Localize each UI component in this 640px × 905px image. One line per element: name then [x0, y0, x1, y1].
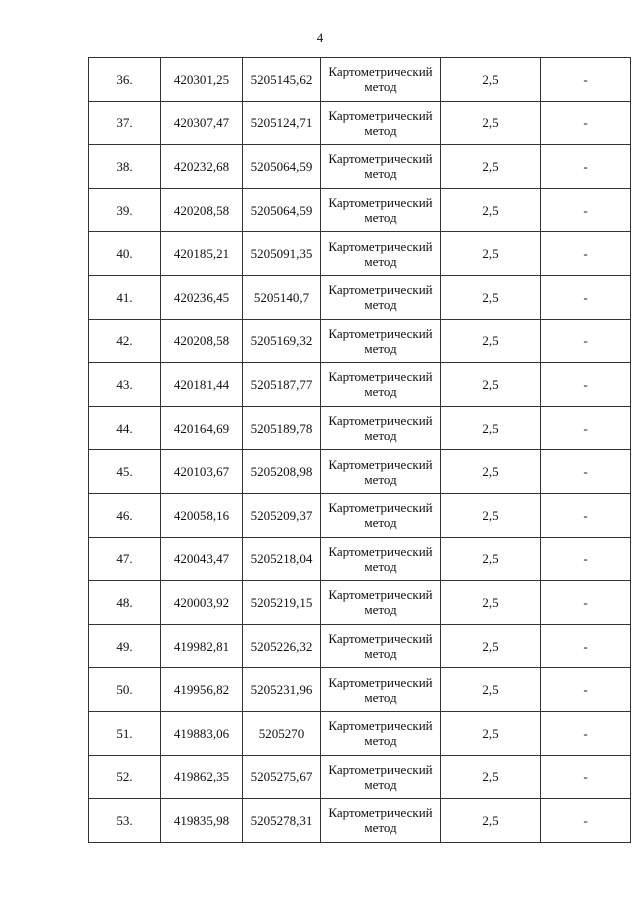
table-row [89, 755, 631, 799]
x-coordinate-cell: 420307,47 [161, 101, 243, 145]
method-cell: Картометрический метод [321, 799, 441, 843]
x-coordinate-cell: 420208,58 [161, 319, 243, 363]
method-cell: Картометрический метод [321, 232, 441, 276]
table-row [89, 711, 631, 755]
accuracy-cell: 2,5 [441, 668, 541, 712]
accuracy-cell: 2,5 [441, 58, 541, 102]
table-row [89, 450, 631, 494]
y-coordinate-cell: 5205219,15 [243, 581, 321, 625]
table-row [89, 581, 631, 625]
y-coordinate-cell: 5205270 [243, 711, 321, 755]
accuracy-cell: 2,5 [441, 101, 541, 145]
accuracy-cell: 2,5 [441, 188, 541, 232]
y-coordinate-cell: 5205226,32 [243, 624, 321, 668]
table-row [89, 668, 631, 712]
point-number-cell: 37. [89, 101, 161, 145]
y-coordinate-cell: 5205091,35 [243, 232, 321, 276]
method-cell: Картометрический метод [321, 58, 441, 102]
y-coordinate-cell: 5205209,37 [243, 493, 321, 537]
accuracy-cell: 2,5 [441, 493, 541, 537]
x-coordinate-cell: 420301,25 [161, 58, 243, 102]
coordinates-table-body [89, 58, 631, 843]
description-cell: - [541, 755, 631, 799]
description-cell: - [541, 232, 631, 276]
description-cell: - [541, 58, 631, 102]
y-coordinate-cell: 5205231,96 [243, 668, 321, 712]
table-row [89, 537, 631, 581]
method-cell: Картометрический метод [321, 624, 441, 668]
x-coordinate-cell: 419982,81 [161, 624, 243, 668]
accuracy-cell: 2,5 [441, 624, 541, 668]
y-coordinate-cell: 5205218,04 [243, 537, 321, 581]
x-coordinate-cell: 419956,82 [161, 668, 243, 712]
description-cell: - [541, 537, 631, 581]
table-row [89, 232, 631, 276]
x-coordinate-cell: 419835,98 [161, 799, 243, 843]
accuracy-cell: 2,5 [441, 450, 541, 494]
point-number-cell: 43. [89, 363, 161, 407]
y-coordinate-cell: 5205278,31 [243, 799, 321, 843]
description-cell: - [541, 145, 631, 189]
point-number-cell: 42. [89, 319, 161, 363]
method-cell: Картометрический метод [321, 755, 441, 799]
description-cell: - [541, 493, 631, 537]
table-row [89, 275, 631, 319]
description-cell: - [541, 624, 631, 668]
coordinates-table [88, 57, 631, 843]
point-number-cell: 44. [89, 406, 161, 450]
accuracy-cell: 2,5 [441, 406, 541, 450]
method-cell: Картометрический метод [321, 450, 441, 494]
description-cell: - [541, 711, 631, 755]
method-cell: Картометрический метод [321, 319, 441, 363]
accuracy-cell: 2,5 [441, 145, 541, 189]
x-coordinate-cell: 419883,06 [161, 711, 243, 755]
y-coordinate-cell: 5205169,32 [243, 319, 321, 363]
point-number-cell: 49. [89, 624, 161, 668]
accuracy-cell: 2,5 [441, 319, 541, 363]
table-row [89, 406, 631, 450]
point-number-cell: 48. [89, 581, 161, 625]
method-cell: Картометрический метод [321, 711, 441, 755]
point-number-cell: 51. [89, 711, 161, 755]
y-coordinate-cell: 5205064,59 [243, 188, 321, 232]
accuracy-cell: 2,5 [441, 232, 541, 276]
y-coordinate-cell: 5205189,78 [243, 406, 321, 450]
x-coordinate-cell: 420232,68 [161, 145, 243, 189]
description-cell: - [541, 275, 631, 319]
x-coordinate-cell: 420185,21 [161, 232, 243, 276]
y-coordinate-cell: 5205064,59 [243, 145, 321, 189]
x-coordinate-cell: 420103,67 [161, 450, 243, 494]
table-row [89, 188, 631, 232]
description-cell: - [541, 406, 631, 450]
y-coordinate-cell: 5205187,77 [243, 363, 321, 407]
point-number-cell: 39. [89, 188, 161, 232]
table-row [89, 493, 631, 537]
x-coordinate-cell: 420236,45 [161, 275, 243, 319]
method-cell: Картометрический метод [321, 581, 441, 625]
description-cell: - [541, 188, 631, 232]
method-cell: Картометрический метод [321, 188, 441, 232]
x-coordinate-cell: 420208,58 [161, 188, 243, 232]
description-cell: - [541, 319, 631, 363]
method-cell: Картометрический метод [321, 537, 441, 581]
description-cell: - [541, 363, 631, 407]
point-number-cell: 40. [89, 232, 161, 276]
accuracy-cell: 2,5 [441, 799, 541, 843]
y-coordinate-cell: 5205208,98 [243, 450, 321, 494]
y-coordinate-cell: 5205275,67 [243, 755, 321, 799]
table-row [89, 319, 631, 363]
x-coordinate-cell: 420043,47 [161, 537, 243, 581]
method-cell: Картометрический метод [321, 406, 441, 450]
table-row [89, 145, 631, 189]
x-coordinate-cell: 420058,16 [161, 493, 243, 537]
point-number-cell: 52. [89, 755, 161, 799]
point-number-cell: 45. [89, 450, 161, 494]
method-cell: Картометрический метод [321, 493, 441, 537]
page-number: 4 [316, 30, 324, 45]
table-row [89, 799, 631, 843]
x-coordinate-cell: 420181,44 [161, 363, 243, 407]
method-cell: Картометрический метод [321, 668, 441, 712]
accuracy-cell: 2,5 [441, 363, 541, 407]
method-cell: Картометрический метод [321, 363, 441, 407]
accuracy-cell: 2,5 [441, 537, 541, 581]
description-cell: - [541, 450, 631, 494]
point-number-cell: 47. [89, 537, 161, 581]
description-cell: - [541, 101, 631, 145]
table-row [89, 624, 631, 668]
y-coordinate-cell: 5205124,71 [243, 101, 321, 145]
y-coordinate-cell: 5205140,7 [243, 275, 321, 319]
method-cell: Картометрический метод [321, 275, 441, 319]
description-cell: - [541, 799, 631, 843]
accuracy-cell: 2,5 [441, 581, 541, 625]
description-cell: - [541, 668, 631, 712]
x-coordinate-cell: 420003,92 [161, 581, 243, 625]
accuracy-cell: 2,5 [441, 755, 541, 799]
accuracy-cell: 2,5 [441, 275, 541, 319]
point-number-cell: 36. [89, 58, 161, 102]
x-coordinate-cell: 420164,69 [161, 406, 243, 450]
accuracy-cell: 2,5 [441, 711, 541, 755]
point-number-cell: 53. [89, 799, 161, 843]
table-row [89, 58, 631, 102]
description-cell: - [541, 581, 631, 625]
table-row [89, 363, 631, 407]
y-coordinate-cell: 5205145,62 [243, 58, 321, 102]
point-number-cell: 50. [89, 668, 161, 712]
point-number-cell: 38. [89, 145, 161, 189]
point-number-cell: 46. [89, 493, 161, 537]
table-row [89, 101, 631, 145]
x-coordinate-cell: 419862,35 [161, 755, 243, 799]
method-cell: Картометрический метод [321, 101, 441, 145]
point-number-cell: 41. [89, 275, 161, 319]
method-cell: Картометрический метод [321, 145, 441, 189]
